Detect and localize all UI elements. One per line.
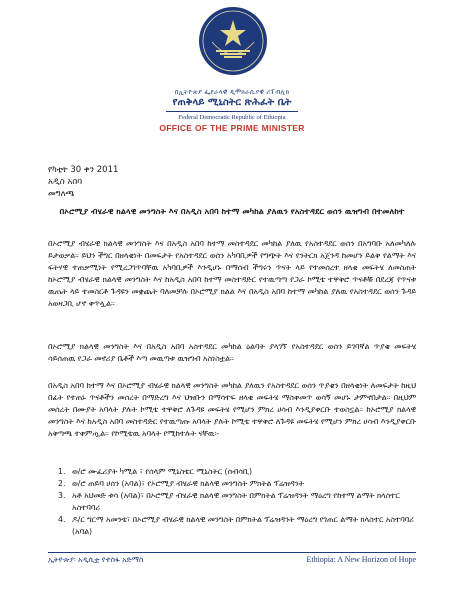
paragraph-2: በኦሮሚያ ክልላዊ መንግስት እና በአዲስ አበባ አስተዳደር መካከል ዕልባት ያላገኘ የአስተዳደር ወሰን ይገባኛል ጥያቄ መፍትሄ ሳይሰጠዉ የጋራ መኖሪያ ቤቶች እጣ መዉጣቱ ዉዝግብ አስነስቷል። [48, 342, 416, 363]
date-block [48, 164, 118, 200]
footer-slogan-english: Ethiopia: A New Horizon of Hope [306, 555, 416, 564]
header-english-country: Federal Democratic Republic of Ethiopia [178, 114, 286, 121]
header-english-office: OFFICE OF THE PRIME MINISTER [159, 123, 305, 133]
committee-members-list [58, 466, 416, 538]
list-item-number: 3. [58, 491, 66, 500]
paragraph-3: በአዲስ አበባ ከተማ እና በኦሮሚያ ብሄራዊ ክልላዊ መንግስት መካከል ያለዉን የአስተዳደር ወሰን ጥያቄን በዘላቂነት ለመፍታት ከዚህ በፊት የተጠኑ ጥናቶችን መሰረት በማድረግ እና ህዝቡን በማሳተፍ ዘላቂ መፍትሄ ማስቀመጥ ወሳኝ መሆኑ ታምኖበታል። በዚህም መሰረት በሙያት አባላት ያሉት ኮሚቴ ተዋቅሮ ለጉዳዩ መፍትሄ የሚሆን ምክረ ሀሳብ እንዲያቀርቡ ተወስኗል። ከኦሮሚያ ክልላዊ መንግስት እና ከአዲስ አበባ መስተዳድር የተዉጣጡ አባላት ያሉት ኮሚቴ ተዋቅሮ ለጉዳዩ መፍትሄ የሚሆን ምክረ ሀሳብ እንዲያቀርቡ አቅጣጫ ተቀምጧል። የኮሚቴዉ አባላት የሚከተሉት ናቸዉ፡- [48, 381, 416, 438]
document-title: በኦሮሚያ ብሄራዊ ክልላዊ መንግስት እና በአዲስ አበባ ከተማ መካከል ያለዉን የአስተዳደር ወሰን ዉዝግብ በተመለከተ [59, 206, 405, 216]
list-item [58, 478, 416, 490]
release-city: አዲስ አበባ [48, 177, 83, 187]
release-date: የካቲት 30 ቀን 2011 [48, 165, 119, 175]
footer-slogan-amharic: ኢትዮጵያ፡ አዲሲቷ የተስፋ አድማስ [48, 555, 144, 564]
release-type: መግለጫ [48, 189, 75, 199]
footer-divider [48, 552, 416, 553]
list-item [58, 490, 416, 514]
list-item-text: ወ/ሮ ሙፈሪያት ካሚል ፣ የሰላም ሚኒስቴር ሚኒስትር (ሰብሳቢ) [72, 467, 253, 476]
list-item-text: ወ/ሮ ጠይባ ሀሰን (አባል)፣ የኦሮሚያ ብሄራዊ ክልላዊ መንግስት ምክትል ፕሬዝዳንት [72, 479, 304, 488]
list-item-number: 4. [58, 515, 66, 524]
list-item [58, 514, 416, 538]
header-amharic-country: በኢትዮጵያ ፌደራላዊ ዲሞክራሲያዊ ሪፐብሊክ [174, 88, 290, 96]
list-item-number: 2. [58, 479, 66, 488]
list-item-number: 1. [58, 467, 66, 476]
list-item-text: ዶ/ር ግርማ አመንቴ፣ በኦሮሚያ ብሄራዊ ክልላዊ መንግስት በምክትል ፕሬዝዳንት ማዕረግ የገጠር ልማት ክላስተር አስተባባሪ (አባል) [72, 515, 414, 536]
header-divider [166, 111, 298, 112]
list-item [58, 466, 416, 478]
paragraph-1: በኦሮሚያ ብሄራዊ ክልላዊ መንግስት እና በአዲስ አበባ ከተማ መስተዳደር መካከል ያለዉ የአስተዳደር ወሰን በአግባቡ አለመካለሉ ይታወቃል። ይህን ችግር በዘላቂነት በመፍታት የአስተዳደር ወሰን አካባቢዎች የግጭት እና የንትርክ አጀንዳ ከመሆን ይልቅ የልማት እና ፍትሃዊ ተጠቃሚነት የሚረጋገጥባቸዉ አካባቢዎች እንዲሆኑ በማሰብ ችግሩን ጥናት ላይ የተመሰረተ ዘላቂ መፍትሄ ለመስጠት ከኦሮሚያ ብሄራዊ ክልላዊ መንግስት እና ከአዲስ አበባ ከተማ መስተዳድር የተዉጣጣ የጋራ ኮሚቴ ተዋቅሮ ጥናቶቹ በደረጃ የጥናቱ ዉጤት ላይ ተመስርቶ ጉዳዩን መቋጨት ባለመቻሉ በኦሮሚያ ክልል እና በአዲስ አበባ ከተማ መካከል ያለዉ የአስተዳደር ወሰን ጉዳይ አወዛጋቢ ሆኖ ቀጥሏል። [48, 239, 416, 308]
header-amharic-office: የጠቅላይ ሚኒስትር ጽሕፈት ቤት [172, 97, 292, 108]
ethiopia-emblem-icon [198, 6, 268, 76]
list-item-text: አቶ አህመድ ቱሳ (አባል)፣ በኦሮሚያ ብሄራዊ ክልላዊ መንግስት በምክትል ፕሬዝዳንት ማዕረግ የከተማ ልማት ክላስተር አስተባባሪ [72, 491, 400, 512]
